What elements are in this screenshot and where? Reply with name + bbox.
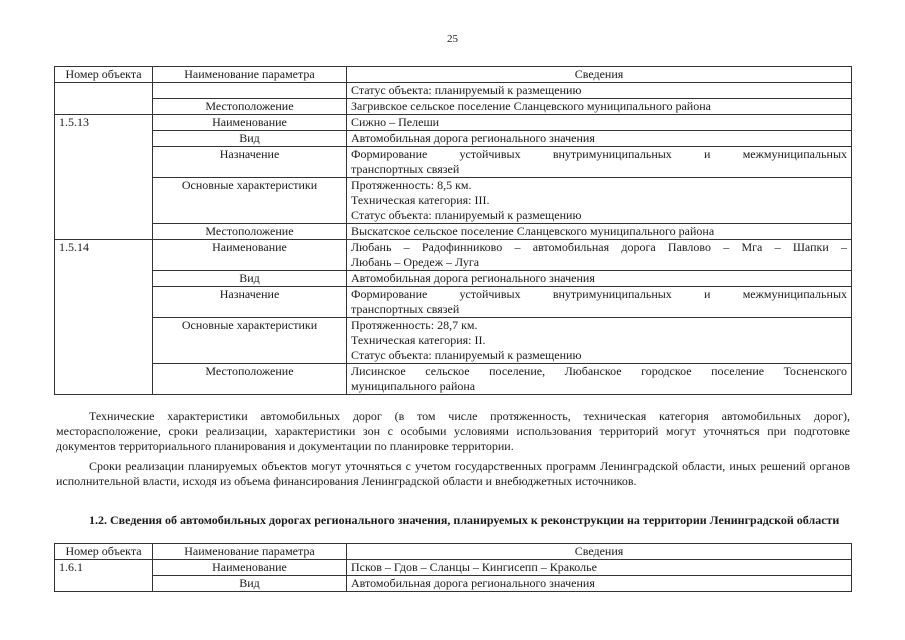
details-cell xyxy=(347,364,852,395)
details-line: Любань – Радофинниково – автомобильная дорога Павлово – Мга – Шапки – xyxy=(351,240,847,254)
parameter-name-cell: Наименование xyxy=(153,560,347,576)
parameter-name-cell: Вид xyxy=(153,271,347,287)
reconstruction-table xyxy=(54,543,852,592)
details-line: Статус объекта: планируемый к размещению xyxy=(351,348,582,362)
table-row xyxy=(55,271,852,287)
header-object-number: Номер объекта xyxy=(55,544,153,560)
paragraph-characteristics-note: Технические характеристики автомобильных дорог (в том числе протяженность, техническая категория автомобильных дорог), месторасположение, сроки реализации, характеристики зон с особыми условиями использования территорий могут уточняться при подготовке документов территориального планирования и документации по планировке территории. xyxy=(56,409,850,453)
table-row xyxy=(55,178,852,224)
table-row xyxy=(55,318,852,364)
details-cell xyxy=(347,224,852,240)
page-number: 25 xyxy=(447,33,458,45)
parameter-name-cell: Основные характеристики xyxy=(153,318,347,364)
table-row xyxy=(55,240,852,271)
parameter-name-cell: Наименование xyxy=(153,240,347,271)
details-line: Автомобильная дорога регионального значения xyxy=(351,131,595,145)
details-line: Протяженность: 28,7 км. xyxy=(351,318,478,332)
details-line: Псков – Гдов – Сланцы – Кингисепп – Краколье xyxy=(351,560,597,574)
details-cell xyxy=(347,83,852,99)
object-number-cell: 1.6.1 xyxy=(55,560,153,592)
details-cell xyxy=(347,147,852,178)
table-row xyxy=(55,560,852,576)
table-row xyxy=(55,364,852,395)
details-cell xyxy=(347,115,852,131)
details-line: Любань – Оредеж – Луга xyxy=(351,255,480,269)
section-heading: 1.2. Сведения об автомобильных дорогах регионального значения, планируемых к реконструкции на территории Ленинградской области xyxy=(89,513,840,527)
details-cell xyxy=(347,287,852,318)
details-cell xyxy=(347,271,852,287)
parameter-name-cell xyxy=(153,83,347,99)
parameter-name-cell: Основные характеристики xyxy=(153,178,347,224)
details-cell xyxy=(347,131,852,147)
details-line: муниципального района xyxy=(351,379,476,393)
details-cell xyxy=(347,178,852,224)
details-line: Техническая категория: II. xyxy=(351,333,486,347)
header-parameter-name: Наименование параметра xyxy=(153,544,347,560)
details-line: Техническая категория: III. xyxy=(351,193,490,207)
parameter-name-cell: Местоположение xyxy=(153,99,347,115)
header-details: Сведения xyxy=(347,544,852,560)
details-line: Формирование устойчивых внутримуниципальных и межмуниципальных xyxy=(351,287,847,301)
parameter-name-cell: Вид xyxy=(153,131,347,147)
details-line: Статус объекта: планируемый к размещению xyxy=(351,83,582,97)
parameter-name-cell: Назначение xyxy=(153,147,347,178)
table-row xyxy=(55,83,852,99)
details-line: Сижно – Пелеши xyxy=(351,115,440,129)
details-line: транспортных связей xyxy=(351,162,460,176)
details-line: Автомобильная дорога регионального значения xyxy=(351,271,595,285)
details-cell xyxy=(347,318,852,364)
table-header-row xyxy=(55,67,852,83)
object-number-cell: 1.5.14 xyxy=(55,240,153,395)
objects-table xyxy=(54,66,852,395)
header-details: Сведения xyxy=(347,67,852,83)
details-line: Загривское сельское поселение Сланцевского муниципального района xyxy=(351,99,711,113)
object-number-cell xyxy=(55,83,153,115)
details-line: Лисинское сельское поселение, Любанское городское поселение Тосненского xyxy=(351,364,847,378)
details-cell xyxy=(347,99,852,115)
details-line: Выскатское сельское поселение Сланцевского муниципального района xyxy=(351,224,715,238)
details-line: Протяженность: 8,5 км. xyxy=(351,178,472,192)
table-row xyxy=(55,99,852,115)
paragraph-deadlines-note: Сроки реализации планируемых объектов могут уточняться с учетом государственных программ Ленинградской области, иных решений органов исполнительной власти, исходя из объема финансирования Ленинградской области и внебюджетных источников. xyxy=(56,459,850,488)
table-header-row xyxy=(55,544,852,560)
header-parameter-name: Наименование параметра xyxy=(153,67,347,83)
details-line: транспортных связей xyxy=(351,302,460,316)
details-cell xyxy=(347,240,852,271)
table-row xyxy=(55,287,852,318)
details-line: Автомобильная дорога регионального значения xyxy=(351,576,595,590)
details-line: Формирование устойчивых внутримуниципальных и межмуниципальных xyxy=(351,147,847,161)
parameter-name-cell: Вид xyxy=(153,576,347,592)
parameter-name-cell: Местоположение xyxy=(153,224,347,240)
object-number-cell: 1.5.13 xyxy=(55,115,153,240)
parameter-name-cell: Назначение xyxy=(153,287,347,318)
table-row xyxy=(55,115,852,131)
table-row xyxy=(55,131,852,147)
table-row xyxy=(55,224,852,240)
header-object-number: Номер объекта xyxy=(55,67,153,83)
table-row xyxy=(55,147,852,178)
table-row xyxy=(55,576,852,592)
parameter-name-cell: Местоположение xyxy=(153,364,347,395)
details-cell xyxy=(347,576,852,592)
details-cell xyxy=(347,560,852,576)
details-line: Статус объекта: планируемый к размещению xyxy=(351,208,582,222)
parameter-name-cell: Наименование xyxy=(153,115,347,131)
